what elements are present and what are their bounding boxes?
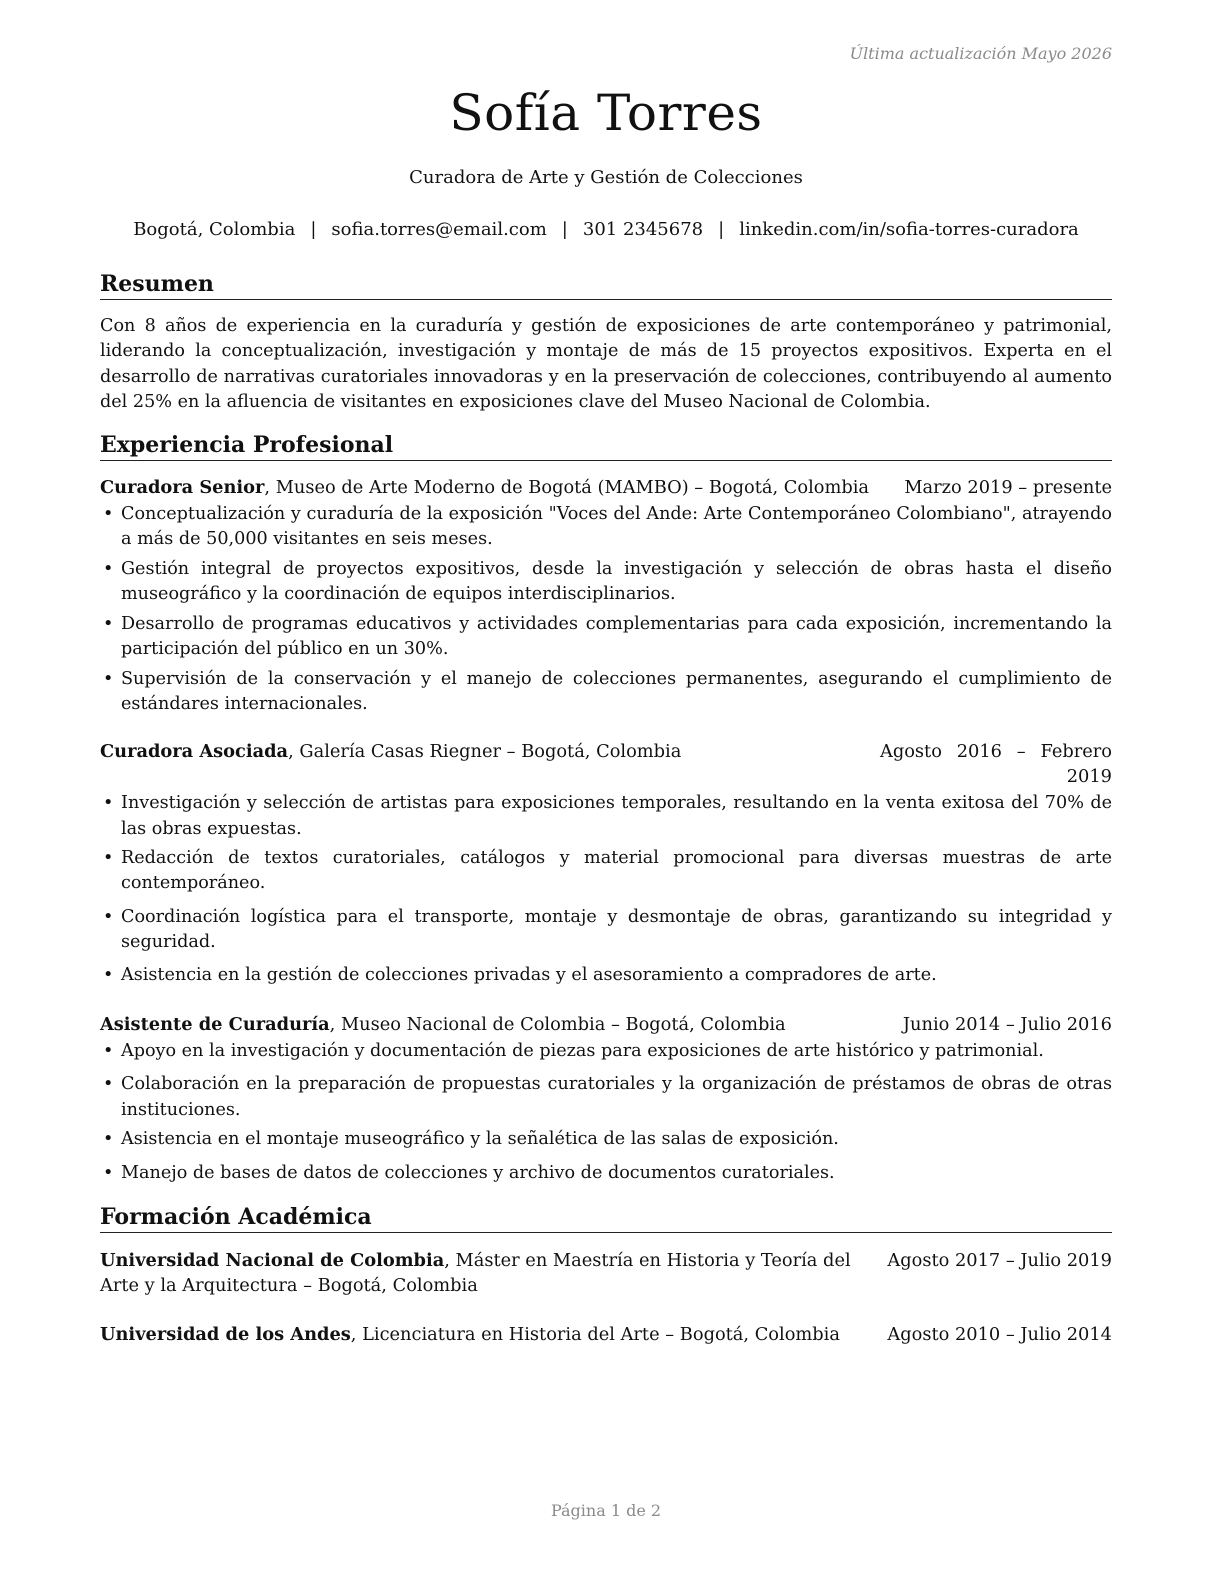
education-entry <box>100 1248 1112 1298</box>
candidate-name: Sofía Torres <box>449 84 763 142</box>
bullet-text: Gestión integral de proyectos expositivos, desde la investigación y selección de obras hasta el diseño museográfico y la coordinación de equipos interdisciplinarios. <box>121 559 1112 605</box>
education-detail: , Máster en Maestría en Historia y Teoría del Arte y la Arquitectura – Bogotá, Colombia <box>100 1249 851 1296</box>
job-role: Curadora Senior <box>100 477 265 499</box>
job-bullets <box>100 1039 1112 1186</box>
contact-email[interactable]: sofia.torres@email.com <box>331 219 547 240</box>
list-item <box>100 1039 1112 1064</box>
last-updated: Última actualización Mayo 2026 <box>849 44 1112 63</box>
job-header <box>100 475 1112 500</box>
contact-location: Bogotá, Colombia <box>133 219 296 240</box>
job-role: Curadora Asociada <box>100 741 289 763</box>
bullet-icon: • <box>103 848 114 869</box>
job-organization: , Museo de Arte Moderno de Bogotá (MAMBO) – Bogotá, Colombia <box>264 477 869 499</box>
contact-separator: | <box>310 219 317 240</box>
section-title-education: Formación Académica <box>100 1203 1112 1233</box>
list-item <box>100 791 1112 841</box>
summary-text: Con 8 años de experiencia en la curaduría y gestión de exposiciones de arte contemporáneo y patrimonial, liderando la conceptualización, investigación y montaje de más de 15 proyectos expositivos. Experta en el desarrollo de narrativas curatoriales innovadoras y en la preservación de colecciones, contribuyendo al aumento del 25% en la afluencia de visitantes en exposiciones clave del Museo Nacional de Colombia. <box>100 316 1112 412</box>
job-header <box>100 739 1112 789</box>
job-entry <box>100 475 1112 717</box>
page-number: Página 1 de 2 <box>550 1501 662 1520</box>
education-dates: Agosto 2010 – Julio 2014 <box>887 1323 1112 1345</box>
bullet-text: Apoyo en la investigación y documentación de piezas para exposiciones de arte histórico y patrimonial. <box>121 1041 1044 1062</box>
experience-section <box>100 431 1112 1186</box>
job-bullets <box>100 791 1112 988</box>
bullet-icon: • <box>103 906 114 927</box>
job-header <box>100 1012 1112 1037</box>
education-entry <box>100 1322 1112 1347</box>
contact-separator: | <box>718 219 725 240</box>
candidate-headline: Curadora de Arte y Gestión de Colecciones <box>409 167 803 188</box>
education-school: Universidad de los Andes <box>100 1323 351 1345</box>
bullet-icon: • <box>103 1074 114 1095</box>
bullet-icon: • <box>103 1129 114 1150</box>
bullet-text: Coordinación logística para el transporte, montaje y desmontaje de obras, garantizando su integridad y seguridad. <box>121 906 1112 952</box>
education-section <box>100 1203 1112 1347</box>
summary-section <box>100 270 1112 415</box>
bullet-text: Asistencia en la gestión de colecciones privadas y el asesoramiento a compradores de arte. <box>121 965 937 986</box>
education-dates: Agosto 2017 – Julio 2019 <box>887 1249 1112 1271</box>
bullet-text: Supervisión de la conservación y el manejo de colecciones permanentes, asegurando el cumplimiento de estándares internacionales. <box>121 668 1112 715</box>
list-item <box>100 557 1112 607</box>
job-dates: Agosto 2016 – Febrero 2019 <box>880 741 1112 788</box>
list-item <box>100 963 1112 988</box>
list-item <box>100 1161 1112 1186</box>
bullet-icon: • <box>103 1041 114 1062</box>
bullet-text: Asistencia en el montaje museográfico y la señalética de las salas de exposición. <box>121 1129 839 1150</box>
list-item <box>100 1072 1112 1122</box>
bullet-text: Redacción de textos curatoriales, catálogos y material promocional para diversas muestras de arte contemporáneo. <box>121 848 1112 894</box>
bullet-icon: • <box>103 668 114 689</box>
bullet-icon: • <box>103 504 114 525</box>
bullet-icon: • <box>103 793 114 814</box>
contact-line <box>100 219 1112 240</box>
bullet-text: Desarrollo de programas educativos y actividades complementarias para cada exposición, incrementando la participación del público en un 30%. <box>121 614 1112 660</box>
bullet-text: Manejo de bases de datos de colecciones y archivo de documentos curatoriales. <box>121 1162 835 1183</box>
contact-linkedin[interactable]: linkedin.com/in/sofia-torres-curadora <box>739 219 1079 240</box>
bullet-text: Investigación y selección de artistas para exposiciones temporales, resultando en la venta exitosa del 70% de las obras expuestas. <box>121 793 1112 839</box>
bullet-icon: • <box>103 965 114 986</box>
section-title-experience: Experiencia Profesional <box>100 431 1112 461</box>
contact-phone: 301 2345678 <box>582 219 704 240</box>
resume-body <box>100 270 1112 1347</box>
job-entry <box>100 739 1112 988</box>
list-item <box>100 612 1112 662</box>
job-dates: Marzo 2019 – presente <box>904 477 1112 499</box>
list-item <box>100 905 1112 955</box>
section-title-summary: Resumen <box>100 270 1112 300</box>
education-detail: , Licenciatura en Historia del Arte – Bogotá, Colombia <box>350 1323 840 1345</box>
bullet-text: Colaboración en la preparación de propuestas curatoriales y la organización de préstamos de obras de otras instituciones. <box>121 1074 1112 1120</box>
job-entry <box>100 1012 1112 1186</box>
list-item <box>100 667 1112 717</box>
bullet-icon: • <box>103 614 114 634</box>
education-school: Universidad Nacional de Colombia <box>100 1249 445 1271</box>
list-item <box>100 502 1112 552</box>
job-organization: , Galería Casas Riegner – Bogotá, Colombia <box>288 741 682 763</box>
job-dates: Junio 2014 – Julio 2016 <box>902 1014 1112 1036</box>
bullet-icon: • <box>103 559 114 580</box>
list-item <box>100 846 1112 896</box>
job-organization: , Museo Nacional de Colombia – Bogotá, Colombia <box>329 1014 786 1036</box>
resume-page <box>100 0 1112 1584</box>
contact-separator: | <box>561 219 568 240</box>
job-role: Asistente de Curaduría <box>100 1014 330 1036</box>
bullet-text: Conceptualización y curaduría de la exposición "Voces del Ande: Arte Contemporáneo Colombiano", atrayendo a más de 50,000 visitantes en seis meses. <box>121 504 1112 550</box>
list-item <box>100 1127 1112 1152</box>
bullet-icon: • <box>103 1162 114 1183</box>
job-bullets <box>100 502 1112 717</box>
